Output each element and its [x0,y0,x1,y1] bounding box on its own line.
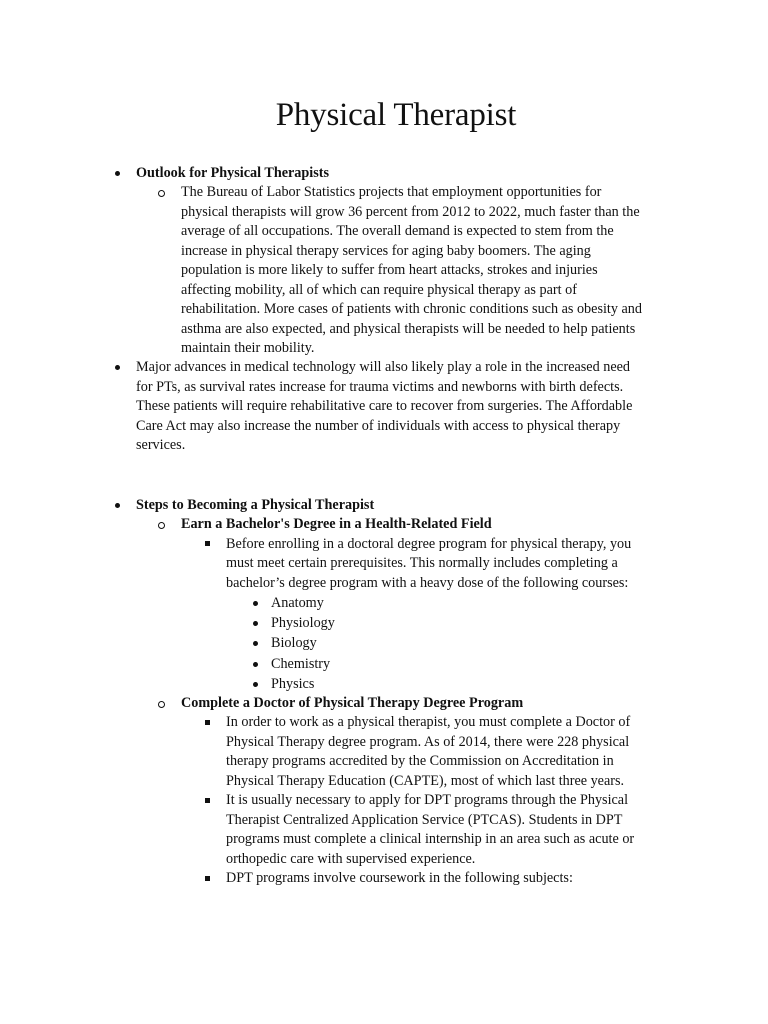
bullet-disc [253,641,258,646]
outlook-line: affecting mobility, all of which can require physical therapy as part of [181,281,577,298]
course-item: Physics [271,676,315,692]
outlook-line: rehabilitation. More cases of patients with chronic conditions such as obesity and [181,301,642,317]
bullet-square [205,798,210,803]
bullet-disc [115,365,120,370]
bullet-circle [158,522,165,529]
doctor-line: DPT programs involve coursework in the following subjects: [226,870,573,886]
bullet-disc [253,621,258,626]
course-item: Anatomy [271,595,324,611]
outlook-line: maintain their mobility. [181,340,315,356]
outlook-line: asthma are also expected, and physical therapists will be needed to help patients [181,320,636,337]
advances-line: for PTs, as survival rates increase for trauma victims and newborns with birth defects. [136,378,624,395]
outlook-line: physical therapists will grow 36 percent from 2012 to 2022, much faster than the [181,203,640,220]
bachelor-heading: Earn a Bachelor's Degree in a Health-Related Field [181,516,492,532]
advances-line: These patients will require rehabilitative care to recover from surgeries. The Affordable [136,398,633,414]
bachelor-line: must meet certain prerequisites. This normally includes completing a [226,555,618,571]
bullet-square [205,720,210,725]
course-item: Biology [271,635,317,651]
course-item: Physiology [271,615,335,631]
bullet-circle [158,701,165,708]
bullet-square [205,541,210,546]
bullet-square [205,876,210,881]
bullet-disc [115,503,120,508]
course-item: Chemistry [271,656,331,672]
doctor-line: Therapist Centralized Application Service (PTCAS). Students in DPT [226,811,623,828]
bullet-disc [253,662,258,667]
bachelor-line: Before enrolling in a doctoral degree program for physical therapy, you [226,535,632,552]
doctor-heading: Complete a Doctor of Physical Therapy Degree Program [181,695,524,711]
bullet-disc [253,682,258,687]
doctor-line: programs must complete a clinical internship in an area such as acute or [226,831,635,847]
doctor-line: Physical Therapy Education (CAPTE), most of which last three years. [226,772,625,789]
bullet-disc [115,171,120,176]
bullet-disc [253,601,258,606]
bachelor-line: bachelor’s degree program with a heavy dose of the following courses: [226,574,629,591]
bullet-circle [158,190,165,197]
doctor-line: therapy programs accredited by the Commission on Accreditation in [226,753,614,769]
page-title: Physical Therapist [275,97,517,133]
outlook-line: The Bureau of Labor Statistics projects that employment opportunities for [181,184,602,200]
doctor-line: orthopedic care with supervised experience. [226,850,476,867]
outlook-line: increase in physical therapy services for aging baby boomers. The aging [181,242,591,259]
doctor-line: In order to work as a physical therapist, you must complete a Doctor of [226,714,631,730]
doctor-line: Physical Therapy degree program. As of 2014, there were 228 physical [226,733,630,750]
outlook-line: population is more likely to suffer from heart attacks, strokes and injuries [181,262,598,278]
outlook-line: average of all occupations. The overall demand is expected to stem from the [181,223,614,239]
steps-heading: Steps to Becoming a Physical Therapist [136,497,375,513]
outlook-heading: Outlook for Physical Therapists [136,165,329,181]
doctor-line: It is usually necessary to apply for DPT programs through the Physical [226,792,629,808]
advances-line: Major advances in medical technology will also likely play a role in the increased need [136,359,631,375]
advances-line: services. [136,437,186,453]
advances-line: Care Act may also increase the number of individuals with access to physical therapy [136,417,621,434]
